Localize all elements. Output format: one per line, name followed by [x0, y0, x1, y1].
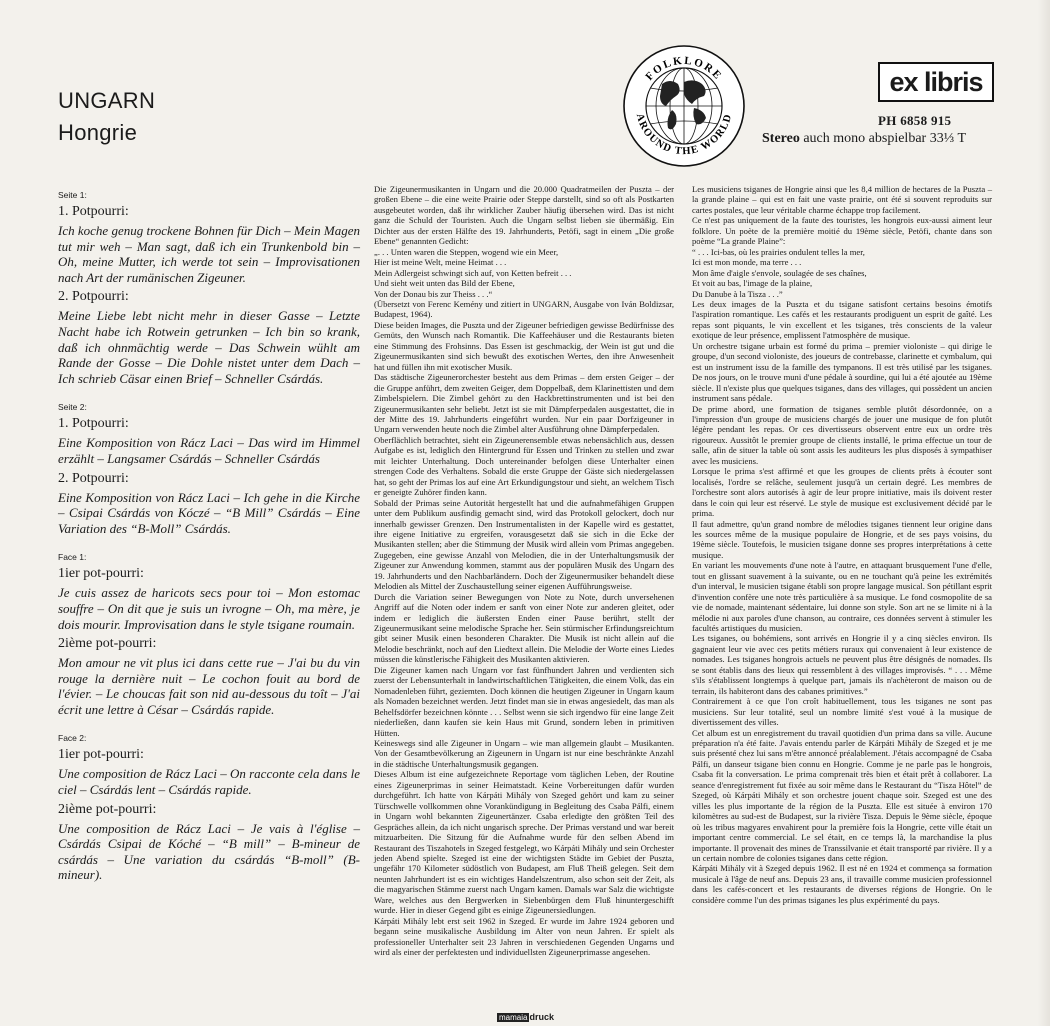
potpourri-text: Une composition de Rácz Laci – Je vais à l'église – Csárdás Csipai de Kóché – “B mill” – B-mineur de csárdás – Une variation du csárdás “B-moll” (B-mineur). — [58, 820, 360, 883]
paragraph: Cet album est un enregistrement du travail quotidien d'un prima dans sa ville. Aucune préparation n'a été faite. J'avais entendu parler de Kárpáti Mihály de Szeged et je me suis présenté chez lui sans m'être annoncé préalablement. J'étais accompagné de Csaba Pálfi, un danseur tsigane bien connu en Hongrie. Comme je ne parle pas le hongrois, Csaba fit la conversation. Le prima comprenait très bien et était prêt à collaborer. La seance d'enregistrement fut fixée au soir même dans le Restaurant du “Tisza Hôtel” de Szeged, où Kárpáti Mihály et son orchestre jouent chaque soir. Szeged est une des villes les plus importante de la région de la Puszta. Elle est située à environ 170 kilomètres au sud-est de Budapest, sur la rivière Tisza. Depuis le 9ème siècle, époque où les tribus magyares envahirent pour la première fois la Hongrie, cette ville était un important centre commercial. Le sel était, en ce temps là, la marchandise la plus importante. Il provenait des mines de Transsilvanie et était transporté par rivière. Il y a un certain nombre de colonies tsiganes dans cette région. — [692, 727, 992, 863]
potpourri-text: Eine Komposition von Rácz Laci – Das wird im Himmel erzählt – Langsamer Csárdás – Schneller Csárdás — [58, 435, 360, 466]
cover-edge — [1038, 0, 1050, 1026]
printer-mark — [497, 1012, 554, 1022]
paragraph: Ce n'est pas uniquement de la faute des touristes, les hongrois eux-aussi aiment leur folklore. Un poète de la première moitié du 19ème siècle, Petöfi, chante dans son poème “La grande Plaine”: — [692, 215, 992, 247]
catalog-number: PH 6858 915 — [878, 113, 952, 128]
paragraph: Kárpáti Mihály lebt erst seit 1962 in Szeged. Er wurde im Jahre 1924 geboren und begann seine musikalische Ausbildung im Alter von neun Jahren. Er spielt als professioneller Unterhalter seit 23 Jahren in verschiedenen Gegenden Ungarns und wird als einer der perfektesten und individuellsten Zigeunerprimasse angesehen. — [374, 915, 674, 958]
potpourri-text: Ich koche genug trockene Bohnen für Dich – Mein Magen tut mir weh – Man sagt, daß ich ein Trunkenbold bin – Oh, meine Mutter, ich werde tot sein – Improvisationen nach Art der rumänischen Zigeuner. — [58, 223, 360, 285]
paragraph: (Übersetzt von Ferenc Kemény und zitiert in UNGARN, Ausgabe von Iván Boldizsar, Budapest, 1964). — [374, 298, 674, 320]
poem-line: Du Danube à la Tisza . . .” — [692, 288, 783, 299]
poem-line: Et voit au bas, l'image de la plaine, — [692, 278, 813, 289]
potpourri-title: 1. Potpourri: — [58, 416, 129, 432]
poem-line: Ici est mon monde, ma terre . . . — [692, 257, 802, 268]
paragraph: Kárpáti Mihály vit à Szeged depuis 1962. Il est né en 1924 et commença sa formation musicale à l'âge de neuf ans. Depuis 23 ans, il travaille comme musicien professionnel dans les cafés-concert et les restaurants de diverses régions de Hongrie. On le considère comme l'un des primas tsiganes les plus expérimenté du pays. — [692, 863, 992, 905]
paragraph: Keineswegs sind alle Zigeuner in Ungarn – wie man allgemein glaubt – Musikanten. Von der Gesamtbevölkerung an Zigeunern in Ungarn ist nur eine beschränkte Anzahl in die städtische Unterhaltungsmusik gegangen. — [374, 738, 674, 769]
paragraph: Durch die Variation seiner Bewegungen von Note zu Note, durch unversehenen Angriff auf die Noten oder indem er sanft von einer Note zur anderen gleitet, oder indem er lediglich die äußersten Enden einer Pause berührt, stellt der Zigeunermusikant seine melodische Sprache her. Sein stürmischer Erfindungsreichtum gibt seiner Musik einen besonderen Charakter. Die Musik ist nicht allein auf die Melodie beschränkt, noch auf den Liedtext allein. Die Melodie der Worte eines Liedes müssen die künstlerische Fähigkeit des Musikanten aktivieren. — [374, 591, 674, 665]
poem-line: „. . . Unten waren die Steppen, wogend wie ein Meer, — [374, 246, 559, 257]
title-german: UNGARN — [58, 88, 156, 113]
side-label: Seite 2: — [58, 402, 87, 413]
stereo-note — [762, 131, 966, 147]
title-french: Hongrie — [58, 120, 138, 145]
potpourri-text: Meine Liebe lebt nicht mehr in dieser Gasse – Letzte Nacht habe ich Rotwein getrunken – Ich bin so krank, daß ich ohnmächtig werde – Das Schwein wühlt am Rande der Gosse – Die Dohle nistet unter dem Dach – Ich schrieb Cäsar einen Brief – Schneller Csárdás. — [58, 308, 360, 386]
potpourri-text: Eine Komposition von Rácz Laci – Ich gehe in die Kirche – Csipai Csárdás von Kóczé – “B Mill” Csárdás – Eine Variation des “B-Moll” Csárdás. — [58, 489, 360, 536]
paragraph: Un orchestre tsigane urbain est formé du prima – premier violoniste – qui dirige le groupe, d'un second violoniste, des joueurs de contrebasse, clarinette et cymbalum, qui est un instrument issu de la famille des tympanons. Il est très utilisé par les tsiganes. De nos jours, on le trouve muni d'une pédale à sourdine, qui lui a été ajoutée au 19ème siècle. Il n'existe plus que quelques tsiganes, dans des villages, qui possèdent un ancien instrument sans pédale. — [692, 340, 992, 404]
paragraph: Diese beiden Images, die Puszta und der Zigeuner befriedigen gewisse Bedürfnisse des Gemüts, den Wunsch nach Romantik. Die Kaffeehäuser und die Restaurants bieten eine Stimmung des Frohsinns. Das Essen ist geschmackig, der Wein ist gut und die Zigeunermusikanten sind sich bewußt des exotischen Wertes, den ihre Anwesenheit hat und füllen ihn mit exotischer Musik. — [374, 319, 674, 372]
potpourri-title: 2ième pot-pourri: — [58, 636, 157, 652]
paragraph: Oberflächlich betrachtet, sieht ein Zigeunerensemble etwas nebensächlich aus, dessen Aufgabe es ist, lediglich den Hintergrund für Essen und Trinken zu stellen und zwar mit leichter Unterhaltung. Doch untereinander befolgen diese Unterhalter einen strengen Code des Verhaltens. Sobald die erste Gruppe der Gäste sich niedergelassen hat, so geht der Primas los auf eine Art Erkundigungstour und sieht, an welchem Tisch er geneigte Zuhörer finden kann. — [374, 434, 674, 498]
svg-text:AROUND THE WORLD: AROUND THE WORLD — [633, 112, 735, 158]
stereo-label: Stereo — [762, 131, 800, 146]
paragraph: Les musiciens tsiganes de Hongrie ainsi que les 8,4 million de hectares de la Puszta – la grande plaine – qui est en fait une vaste prairie, ont été si souvent reproduits sur cartes postales, que leur véritable charme échappe trop facilement. — [692, 184, 992, 215]
poem-line: Und sieht weit unten das Bild der Ebene, — [374, 278, 515, 289]
poem-line: Mein Adlergeist schwingt sich auf, von Ketten befreit . . . — [374, 267, 572, 278]
potpourri-text: Je cuis assez de haricots secs pour toi – Mon estomac souffre – On dit que je suis un ivrogne – Oh, ma mère, je dois mourir. Improvisation dans le style tsigane roumain. — [58, 585, 360, 632]
french-liner-notes — [692, 184, 992, 905]
stereo-rest: auch mono abspielbar 33⅓ T — [803, 131, 966, 146]
paragraph: Les tsiganes, ou bohémiens, sont arrivés en Hongrie il y a cinq siècles environ. Ils gagnaient leur vie avec ces petits métiers ruraux qui convenaient à leur existence de nomades. Les tsiganes hongrois actuels ne peuvent plus être désignés de nomades. Ils se sont établis dans des lieux qui ressemblent à des villages improvisés. “ . . . Même s'ils s'établissent longtemps à quelque part, jamais ils n'achèteront de maison ou de terrain, ils habiteront dans des cabanes primitives.” — [692, 633, 992, 696]
potpourri-title: 1ier pot-pourri: — [58, 747, 144, 763]
potpourri-title: 2ième pot-pourri: — [58, 801, 157, 817]
side-label: Seite 1: — [58, 190, 87, 200]
poem-line: Von der Donau bis zur Theiss . . .“ — [374, 288, 493, 299]
printer-word: druck — [529, 1012, 554, 1022]
printer-logo-box: mamaia — [499, 1013, 528, 1022]
poem — [692, 247, 992, 299]
poem — [374, 247, 674, 299]
ex-libris-brand: ex libris — [878, 62, 994, 102]
paragraph: Les deux images de la Puszta et du tsigane satisfont certains besoins émotifs l'aspiration romantique. Les cafés et les restaurants prodiguent un esprit de gaîté. Les repas sont piquants, le vin excellent et les tsiganes, très conscients de la valeur exotique de leur présence, emplissent l'atmosphère de musique. — [692, 298, 992, 341]
paragraph: Das städtische Zigeunerorchester besteht aus dem Primas – dem ersten Geiger – der die Gruppe anführt, dem zweiten Geiger, dem Doppelbaß, dem Klarinettisten und dem Zimbelspielern. Die Zimbel gehört zu den Hackbrettinstrumenten und ist bei den Zigeunermusikanten sehr beliebt. Jetzt ist sie mit Dämpferpedalen ausgestattet, die in der Mitte des 19. Jahrhunderts eingeführt wurden. Nur ein paar Dorfzigeuner in Ungarn verwenden heute noch die Zimbel alter Ausführung ohne Dämpferpedalen. — [374, 372, 674, 435]
potpourri-title: 1. Potpourri: — [58, 204, 129, 219]
potpourri-text: Mon amour ne vit plus ici dans cette rue – J'ai bu du vin rouge la dernière nuit – Le cochon fouit au bord de l'évier. – Le choucas fait son nid au-dessous du toît – J'ai écrit une lettre à César – Csárdás rapide. — [58, 655, 360, 717]
side-label: Face 1: — [58, 552, 87, 563]
potpourri-text: Une composition de Rácz Laci – On racconte cela dans le ciel – Csárdás lent – Csárdás rapide. — [58, 766, 360, 798]
folklore-globe-logo — [622, 44, 746, 168]
paragraph: En variant les mouvements d'une note à l'autre, en attaquant brusquement l'une d'elle, tout en glissant suavement à la suivante, ou en ne touchant qu'à peine les extrémités d'un interval, le musicien tsigane établi son propre langage musical. Son pétillant esprit d'invention confère une note très particulière à sa musique. Le fond cosmopolite de sa vie de nomade, maintenant sédentaire, lui donne son style. Son art ne se limite ni à la mélodie ni aux paroles d'une chanson, au contraire, ces données servent à stimuler les facultés artistiques du musicien. — [692, 560, 992, 634]
tracklist — [58, 184, 360, 883]
paragraph: Sobald der Primas seine Autorität hergestellt hat und die aufnahmefähigen Gruppen unter dem Publikum ausfindig gemacht sind, wird das Protokoll gelockert, doch nur innerhalb gewisser Grenzen. Den Instrumentalisten in der Kapelle wird es gestattet, ihre eigene Initiative zu ergreifen, vorausgesetzt daß sie sich in die Ecke der Musikanten stellen; aber die Stimmung der Musik wird allein vom Primas angegeben. Zugegeben, eine gewisse Anzahl von Melodien, die in der Unterhaltungsmusik der Zigeuner zur Anwendung kommen, stammt aus der populären Musik des Ungarn des 19. Jahrhunderts und den Nachbarländern. Doch der Zigeunermusiker behandelt diese Melodien als Mittel der Zuschaustellung seiner eigenen Aufführungsweise. — [374, 497, 674, 592]
poem-line: Hier ist meine Welt, meine Heimat . . . — [374, 257, 507, 268]
paragraph: Dieses Album ist eine aufgezeichnete Reportage vom täglichen Leben, der Routine eines Zigeunerprimas in seiner Heimatstadt. Keine Vorbereitungen dafür wurden durchgeführt. Ich hatte von Kárpáti Mihály von Szeged gehört und kam zu seiner Türschwelle vollkommen ohne Vorankündigung in Begleitung des Csaba Pálfi, einem in Ungarn wohl bekannten Zigeunertänzer. Csaba erledigte den größten Teil des Gespräches allein, da ich nicht ungarisch spreche. Der Primas verstand und war bereit mitzuarbeiten. Die Sitzung für die Aufnahme wurde für den selben Abend im Restaurant des Tiszahotels in Szeged festgelegt, wo Kárpáti Mihály und sein Orchester jeden Abend spielte. Szeged ist eine der wichtigsten Städte im Gebiet der Puszta, ungefähr 170 Kilometer südöstlich von Budapest, am Fluß Theiß gelegen. Seit dem neunten Jahrhundert ist es ein wichtiges Handelszentrum, also schon seit der Zeit, als die magyarischen Stämme zuerst nach Ungarn kamen. Damals war Salz die wichtigste Ware, welches aus den Bergwerken in Siebenbürgen dem Fluß hinuntergeschifft wurde. Hier in dieser Gegend gibt es einige Zigeunersiedlungen. — [374, 769, 674, 916]
german-liner-notes — [374, 184, 674, 958]
paragraph: Il faut admettre, qu'un grand nombre de mélodies tsiganes tiennent leur origine dans les sources même de la musique populaire de Hongrie, et de ses pays voisins, du 19ème siècle. Toutefois, le musicien tsigane donne ses propres interprétations à cette musique. — [692, 518, 992, 560]
paragraph: De prime abord, une formation de tsiganes semble plutôt désordonnée, on a l'impression d'un groupe de musiciens chargés de jouer une musique de fon plutôt légère pendant les repas. Or ces divertisseurs observent entre eux un ordre très rigoureux. Aussitôt le premier groupe de clients installé, le prima effectue un tour de salle, afin de situer la table où sont assis les auditeurs les plus disposés à sympathiser avec les musiciens. — [692, 403, 992, 466]
poem-line: Mon âme d'aigle s'envole, soulagée de ses chaînes, — [692, 267, 867, 278]
poem-line: “ . . . Ici-bas, où les prairies ondulent telles la mer, — [692, 246, 865, 257]
paragraph: Contrairement à ce que l'on croît habituellement, tous les tsiganes ne sont pas musiciens. Sur leur totalité, seul un nombre limité s'est voué à la musique de divertissement des villes. — [692, 696, 992, 728]
potpourri-title: 1ier pot-pourri: — [58, 566, 144, 582]
paragraph: Die Zigeuner kamen nach Ungarn vor fast fünfhundert Jahren und verdienten sich zuerst der Lebensunterhalt in landwirtschaftlichen Tätigkeiten, die einem Volk, das ein Nomadenleben führt, geziemten. Doch können die heutigen Zigeuner in Ungarn kaum als Nomaden bezeichnet werden. Jetzt findet man sie in etwas angesiedelt, das man als Behelfsdörfer bezeichnen könnte . . . Selbst wenn sie sich irgendwo für eine lange Zeit niederließen, dann kaufen sie kein Haus mit Grund, sondern leben in primitiven Hütten. — [374, 664, 674, 738]
paragraph: Lorsque le prima s'est affirmé et que les groupes de clients prêts à écouter sont localisés, l'ordre se relâche, seulement jusqu'à un certain degré. Les membres de l'orchestre sont alors autorisés à agir de leur propre initiative, mais ils doivent rester dans le coin qui leur est réservé. Le style de musique est exclusivement décidé par le prima. — [692, 466, 992, 519]
potpourri-title: 2. Potpourri: — [58, 470, 129, 486]
potpourri-title: 2. Potpourri: — [58, 289, 129, 305]
paragraph: Die Zigeunermusikanten in Ungarn und die 20.000 Quadratmeilen der Puszta – der großen Ebene – die eine weite Prairie oder Steppe darstellt, sind so oft als Postkarten ausgebeutet worden, daß ihr wirklicher Zauber häufig übersehen wird. Das ist nicht ganz die Schuld der Touristen. Auch die Ungarn selbst lieben sie übermäßig. Ein Dichter aus der ersten Hälfte des 19. Jahrhunderts, Petöfi, sagt in einem „Die große Ebene“ genannten Gedicht: — [374, 184, 674, 247]
side-label: Face 2: — [58, 733, 87, 744]
svg-text:FOLKLORE: FOLKLORE — [643, 54, 725, 83]
